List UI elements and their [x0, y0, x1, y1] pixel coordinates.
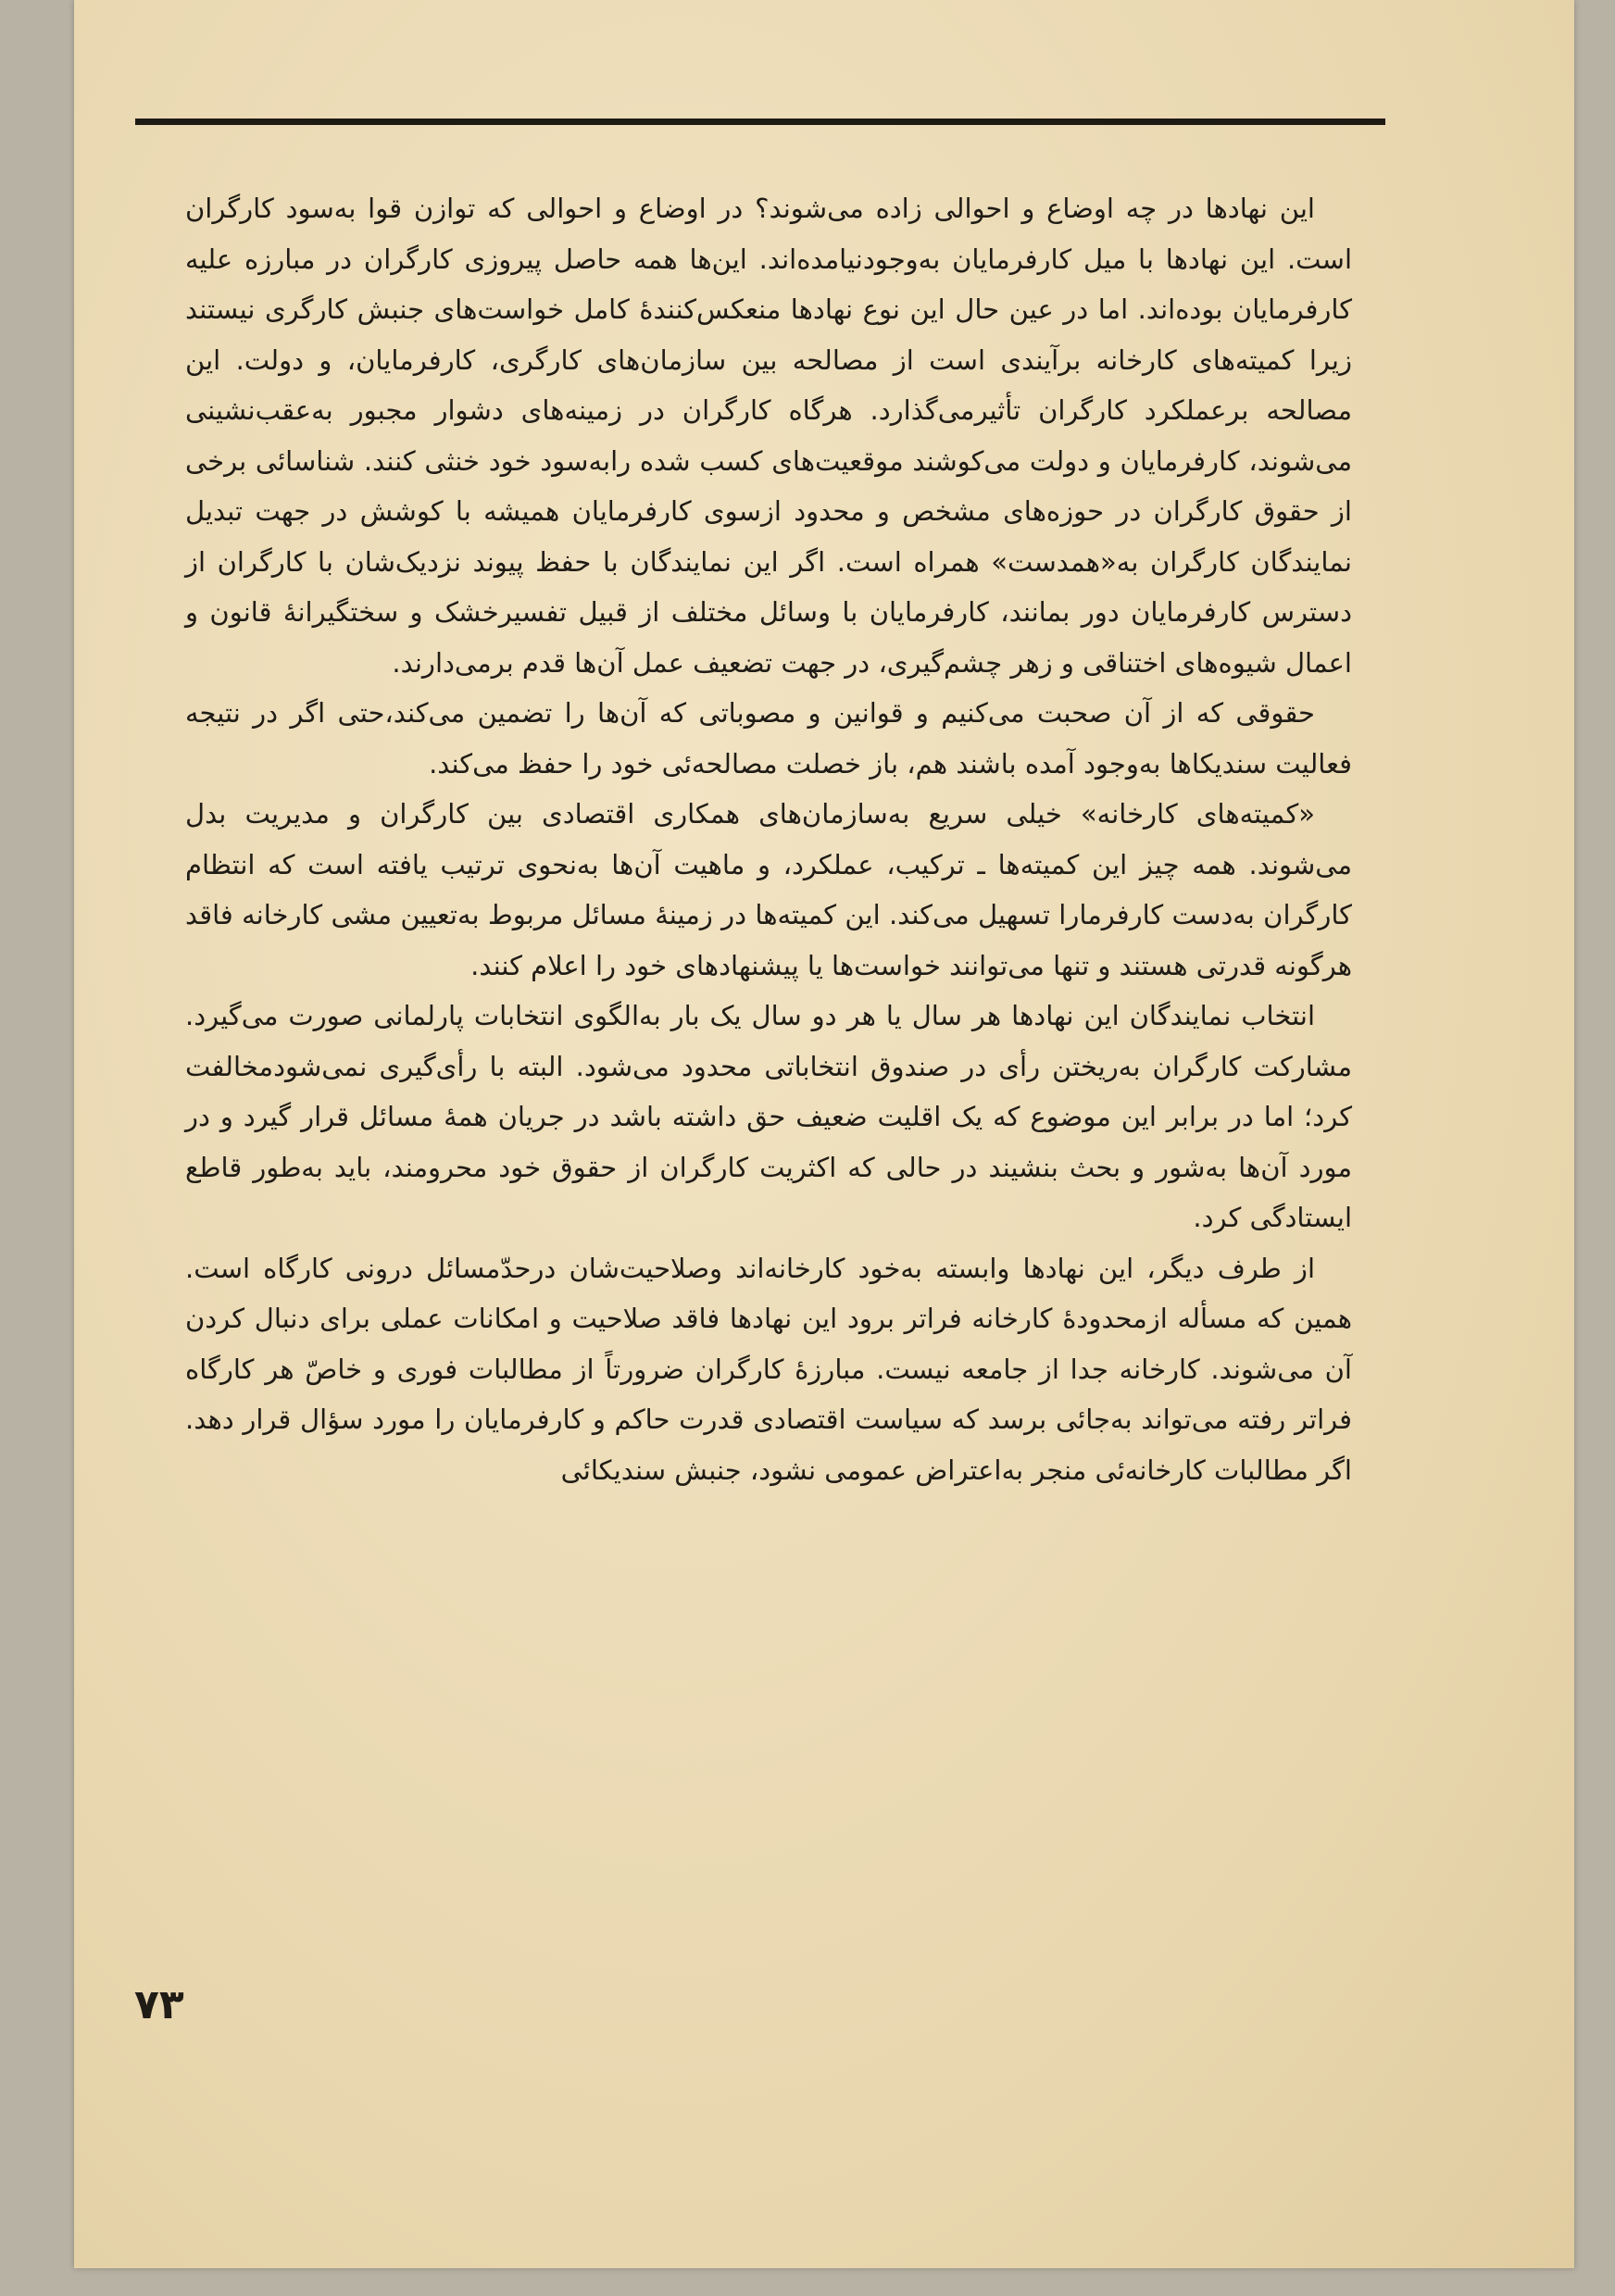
page-number: ۷۳ — [134, 1981, 184, 2028]
paragraph-2: حقوقی که از آن صحبت می‌کنیم و قوانین و مصوباتی که آن‌ها را تضمین می‌کند،حتی اگر در نتیجه فعالیت سندیکاها به‌وجود آمده باشند هم، باز خصلت مصالحه‌ئی خود را حفظ می‌کند. — [185, 697, 1352, 780]
paragraph-3: «کمیته‌های کارخانه» خیلی سریع به‌سازمان‌های همکاری اقتصادی بین کارگران و مدیریت بدل می‌شوند. همه چیز این کمیته‌ها ـ ترکیب، عملکرد، و ماهیت آن‌ها به‌نحوی ترتیب یافته است که انتظام کارگران به‌دست کارفرمارا تسهیل می‌کند. این کمیته‌ها در زمینهٔ مسائل مربوط به‌تعیین مشی کارخانه فاقد هرگونه قدرتی هستند و تنها می‌توانند خواست‌ها یا پیشنهادهای خود را اعلام کنند. — [185, 798, 1352, 981]
body-text — [185, 183, 1352, 1495]
paragraph-1: این نهادها در چه اوضاع و احوالی زاده می‌شوند؟ در اوضاع و احوالی که توازن قوا به‌سود کارگران است. این نهادها با میل کارفرمایان به‌وجودنیامده‌اند. این‌ها همه حاصل پیروزی کارگران در مبارزه علیه کارفرمایان بوده‌اند. اما در عین حال این نوع نهادها منعکس‌کنندهٔ کامل خواست‌های جنبش کارگری نیستند زیرا کمیته‌های کارخانه برآیندی است از مصالحه بین سازمان‌های کارگری، کارفرمایان، و دولت. این مصالحه برعملکرد کارگران تأثیرمی‌گذارد. هرگاه کارگران در زمینه‌های دشوار مجبور به‌عقب‌نشینی می‌شوند، کارفرمایان و دولت می‌کوشند موقعیت‌های کسب شده رابه‌سود خود خنثی کنند. شناسائی برخی از حقوق کارگران در حوزه‌های مشخص و محدود ازسوی کارفرمایان همیشه با کوشش در جهت تبدیل نمایندگان کارگران به«همدست» همراه است. اگر این نمایندگان با حفظ پیوند نزدیک‌شان با کارگران از دسترس کارفرمایان دور بمانند، کارفرمایان با وسائل مختلف از قبیل تفسیرخشک و سختگیرانهٔ قانون و اعمال شیوه‌های اختناقی و زهر چشم‌گیری، در جهت تضعیف عمل آن‌ها قدم برمی‌دارند. — [185, 193, 1352, 679]
paragraph-4: انتخاب نمایندگان این نهادها هر سال یا هر دو سال یک بار به‌الگوی انتخابات پارلمانی صورت می‌گیرد. مشارکت کارگران به‌ریختن رأی در صندوق انتخاباتی محدود می‌شود. البته با رأی‌گیری نمی‌شودمخالفت کرد؛ اما در برابر این موضوع که یک اقلیت ضعیف حق داشته باشد در جریان همهٔ مسائل قرار گیرد و در مورد آن‌ها به‌شور و بحث بنشیند در حالی که اکثریت کارگران از حقوق خود محرومند، باید به‌طور قاطع ایستادگی کرد. — [185, 1000, 1352, 1233]
paragraph-5: از طرف دیگر، این نهادها وابسته به‌خود کارخانه‌اند وصلاحیت‌شان درحدّمسائل درونی کارگاه است. همین که مسأله ازمحدودهٔ کارخانه فراتر برود این نهادها فاقد صلاحیت و امکانات عملی برای دنبال کردن آن می‌شوند. کارخانه جدا از جامعه نیست. مبارزهٔ کارگران ضرورتاً از مطالبات فوری و خاصّ هر کارگاه فراتر رفته می‌تواند به‌جائی برسد که سیاست اقتصادی قدرت حاکم و کارفرمایان را مورد سؤال قرار دهد. اگر مطالبات کارخانه‌ئی منجر به‌اعتراض عمومی نشود، جنبش سندیکائی — [185, 1252, 1352, 1486]
header-rule — [135, 119, 1385, 125]
